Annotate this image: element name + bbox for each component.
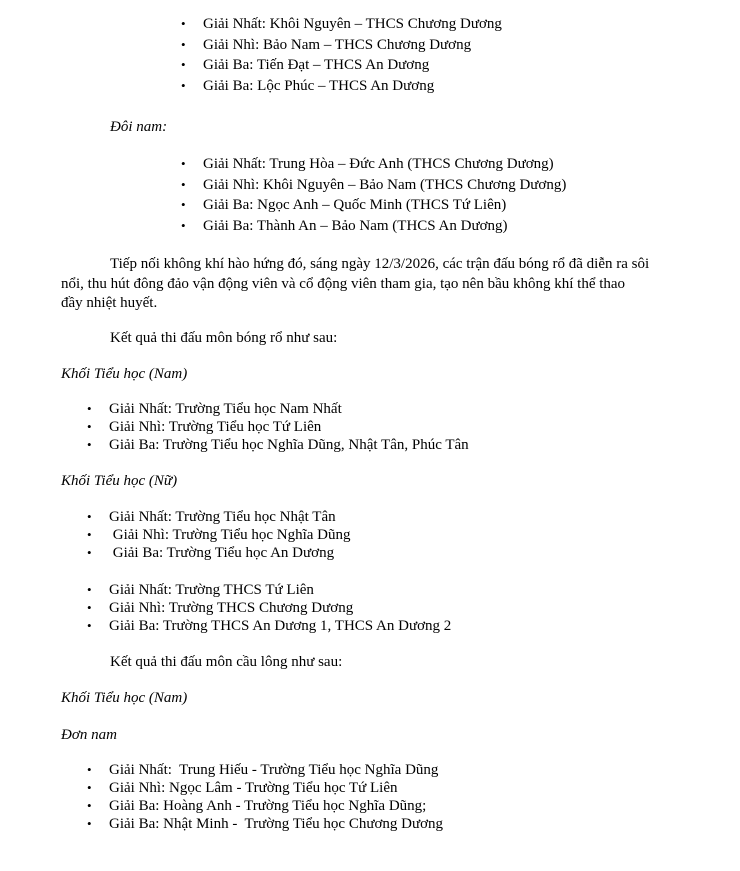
badminton-primary-heading: Khối Tiểu học (Nam) xyxy=(61,690,188,706)
bullet-icon: • xyxy=(181,57,186,72)
list-item: • Giải Nhất: Khôi Nguyên – THCS Chương Dương xyxy=(181,16,502,32)
bullet-icon: • xyxy=(181,197,186,212)
badminton-results-intro: Kết quả thi đấu môn cầu lông như sau: xyxy=(110,654,343,670)
basketball-results-intro: Kết quả thi đấu môn bóng rổ như sau: xyxy=(110,330,338,346)
basketball-intro-line-3: đầy nhiệt huyết. xyxy=(61,295,158,311)
bullet-icon: • xyxy=(87,762,92,777)
primary-boys-list xyxy=(87,400,469,454)
bullet-icon: • xyxy=(87,527,92,542)
bullet-icon: • xyxy=(181,217,186,233)
bullet-icon: • xyxy=(87,437,92,452)
list-item: • Giải Nhất: Trường Tiểu học Nhật Tân xyxy=(87,509,336,525)
bullet-icon: • xyxy=(87,816,92,831)
doubles-result-list xyxy=(181,154,567,236)
list-item: • Giải Nhì: Trường THCS Chương Dương xyxy=(87,600,354,616)
list-item: • Giải Nhất: Trung Hiếu - Trường Tiểu học Nghĩa Dũng xyxy=(87,762,439,778)
list-item: • Giải Nhì: Khôi Nguyên – Bảo Nam (THCS Chương Dương) xyxy=(181,176,567,193)
bullet-icon: • xyxy=(87,582,92,597)
list-item: • Giải Nhì: Bảo Nam – THCS Chương Dương xyxy=(181,36,472,53)
list-item: • Giải Nhất: Trường THCS Tứ Liên xyxy=(87,582,314,598)
list-item: • Giải Ba: Ngọc Anh – Quốc Minh (THCS Tứ Liên) xyxy=(181,197,507,213)
basketball-intro-line-2: nổi, thu hút đông đảo vận động viên và cổ động viên tham gia, tạo nên bầu không khí thể thao xyxy=(61,276,626,292)
primary-girls-heading: Khối Tiểu học (Nữ) xyxy=(61,473,178,489)
list-item: • Giải Nhất: Trung Hòa – Đức Anh (THCS Chương Dương) xyxy=(181,156,554,172)
bullet-icon: • xyxy=(87,401,92,416)
list-item: • Giải Ba: Thành An – Bảo Nam (THCS An Dương) xyxy=(181,217,508,234)
doubles-heading: Đôi nam: xyxy=(110,119,168,135)
list-item: • Giải Ba: Trường Tiểu học Nghĩa Dũng, Nhật Tân, Phúc Tân xyxy=(87,437,469,453)
bullet-icon: • xyxy=(181,16,186,31)
bullet-icon: • xyxy=(87,780,92,795)
bullet-icon: • xyxy=(181,156,186,171)
bullet-icon: • xyxy=(87,798,92,813)
basketball-intro-line-1: Tiếp nối không khí hào hứng đó, sáng ngày 12/3/2026, các trận đấu bóng rổ đã diễn ra sôi xyxy=(110,256,650,272)
list-item: • Giải Nhì: Trường Tiểu học Nghĩa Dũng xyxy=(87,527,351,543)
bullet-icon: • xyxy=(181,176,186,192)
secondary-list xyxy=(87,581,452,635)
singles-heading: Đơn nam xyxy=(61,727,117,743)
list-item: • Giải Nhì: Ngọc Lâm - Trường Tiểu học Tứ Liên xyxy=(87,780,398,796)
list-item: • Giải Nhì: Trường Tiểu học Tứ Liên xyxy=(87,419,322,435)
list-item: • Giải Ba: Trường THCS An Dương 1, THCS An Dương 2 xyxy=(87,618,452,634)
list-item: • Giải Ba: Tiến Đạt – THCS An Dương xyxy=(181,57,430,73)
list-item: • Giải Ba: Trường Tiểu học An Dương xyxy=(87,545,335,561)
bullet-icon: • xyxy=(87,618,92,633)
bullet-icon: • xyxy=(181,36,186,52)
bullet-icon: • xyxy=(181,77,186,93)
list-item: • Giải Nhất: Trường Tiểu học Nam Nhất xyxy=(87,401,342,417)
list-item: • Giải Ba: Lộc Phúc – THCS An Dương xyxy=(181,77,435,94)
singles-list xyxy=(87,761,444,833)
list-item: • Giải Ba: Hoàng Anh - Trường Tiểu học Nghĩa Dũng; xyxy=(87,798,427,814)
primary-girls-list xyxy=(87,508,351,562)
bullet-icon: • xyxy=(87,600,92,615)
bullet-icon: • xyxy=(87,509,92,524)
top-result-list xyxy=(181,14,502,96)
list-item: • Giải Ba: Nhật Minh - Trường Tiểu học Chương Dương xyxy=(87,816,444,832)
primary-boys-heading: Khối Tiểu học (Nam) xyxy=(61,366,188,382)
bullet-icon: • xyxy=(87,545,92,560)
bullet-icon: • xyxy=(87,419,92,434)
